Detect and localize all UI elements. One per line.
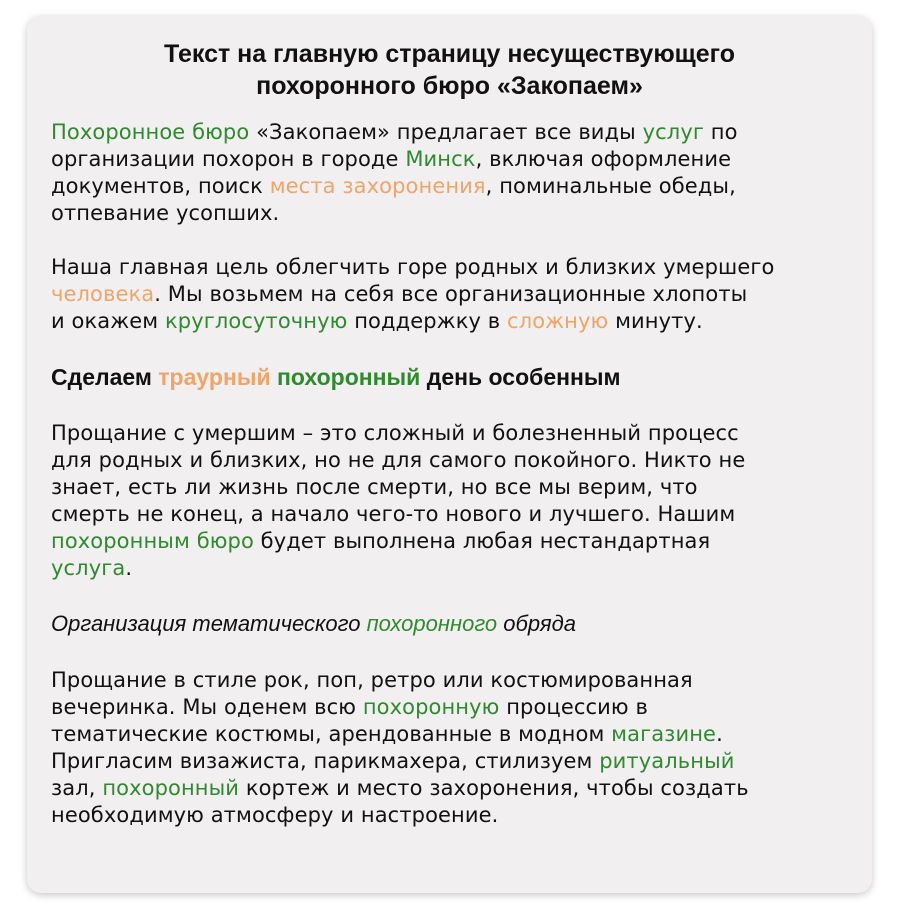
text: . [125,556,133,580]
text: будет выполнена любая нестандартная [253,529,711,553]
text: по [703,120,738,144]
link-mourning[interactable]: траурный [158,364,271,390]
text: обряда [497,611,577,636]
subheading [51,610,848,638]
text: процессию в [499,695,648,719]
text: для родных и близких, но не для самого покойного. Никто не [51,448,746,472]
link-funeral-bureau-2[interactable]: похоронным бюро [51,529,254,553]
text: вечеринка. Мы оденем всю [51,695,363,719]
link-round-the-clock[interactable]: круглосуточную [164,309,348,333]
link-difficult[interactable]: сложную [507,309,609,333]
link-funeral-ritual[interactable]: похоронного [366,611,498,636]
link-minsk[interactable]: Минск [405,147,476,171]
text: знает, есть ли жизнь после смерти, но все мы верим, что [51,475,698,499]
text: необходимую атмосферу и настроение. [51,803,499,827]
page-title [27,38,872,102]
link-procession[interactable]: похоронную [362,695,500,719]
link-person[interactable]: человека [51,282,155,306]
text: поддержку в [347,309,508,333]
text: и окажем [51,309,165,333]
link-burial-place[interactable]: места захоронения [269,174,486,198]
link-funeral-bureau[interactable]: Похоронное бюро [51,120,250,144]
text: тематические костюмы, арендованные в модном [51,722,612,746]
text: организации похорон в городе [51,147,406,171]
link-shop[interactable]: магазине [611,722,717,746]
text: , поминальные обеды, [485,174,736,198]
text: зал, [51,776,103,800]
text: . Мы возьмем на себя все организационные хлопоты [154,282,748,306]
link-ritual[interactable]: ритуальный [599,749,735,773]
article-body [27,119,872,829]
theme-paragraph [51,667,848,829]
intro-paragraph [51,119,848,227]
text: Пригласим визажиста, парикмахера, стилизуем [51,749,600,773]
text: Наша главная цель облегчить горе родных и близких умершего [51,255,775,279]
text: минуту. [608,309,703,333]
document-card [27,16,872,893]
farewell-paragraph [51,420,848,582]
text: Прощание с умершим – это сложный и болезненный процесс [51,421,739,445]
link-funeral[interactable]: похоронный [277,364,421,390]
text: кортеж и место захоронения, чтобы создать [239,776,749,800]
link-service[interactable]: услуга [51,556,126,580]
text: день особенным [420,364,621,390]
title-line: Текст на главную страницу несуществующего [163,40,736,68]
title-line: похоронного бюро «Закопаем» [256,72,643,100]
text: Сделаем [51,364,159,390]
text: отпевание усопших. [51,201,280,225]
goal-paragraph [51,254,848,335]
link-funeral-cortege[interactable]: похоронный [102,776,240,800]
text: смерть не конец, а начало чего-то нового и лучшего. Нашим [51,502,736,526]
link-services[interactable]: услуг [642,120,704,144]
text: , включая оформление [475,147,732,171]
section-heading [51,362,848,392]
text: «Закопаем» предлагает все виды [249,120,643,144]
text: документов, поиск [51,174,270,198]
text: Организация тематического [51,611,367,636]
text: Прощание в стиле рок, поп, ретро или костюмированная [51,668,693,692]
text: . [716,722,723,746]
